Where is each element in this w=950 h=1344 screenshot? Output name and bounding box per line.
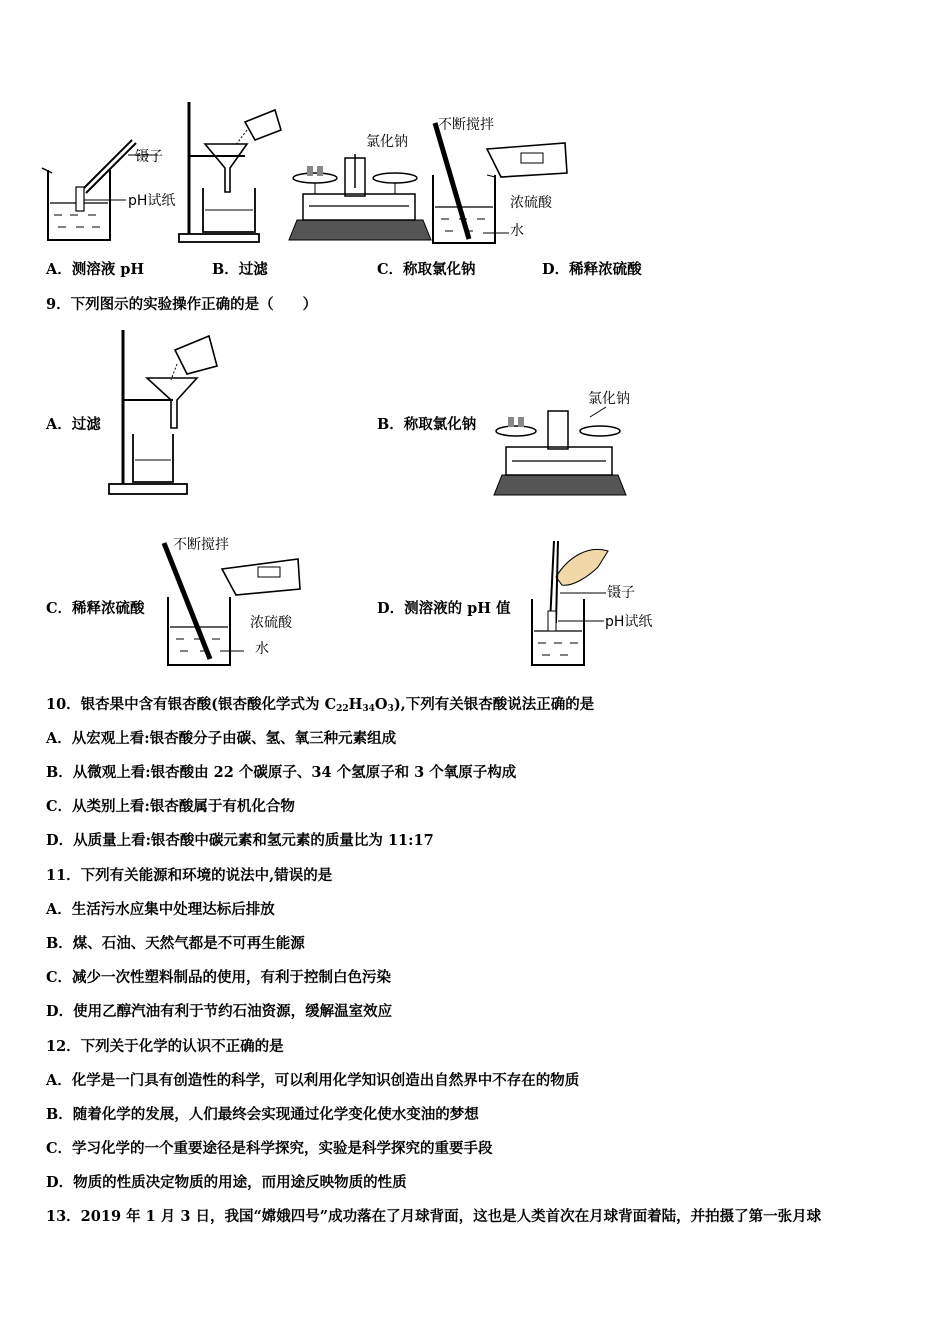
- q12-option-a: A．化学是一门具有创造性的科学，可以利用化学知识创造出自然界中不存在的物质: [46, 1072, 580, 1089]
- q12-option-c: C．学习化学的一个重要途径是科学探究，实验是科学探究的重要手段: [46, 1140, 493, 1157]
- q8-nacl-label: 氯化钠: [366, 134, 408, 150]
- filtration-figure: [175, 100, 290, 248]
- q11-option-d: D．使用乙醇汽油有利于节约石油资源，缓解温室效应: [46, 1003, 393, 1020]
- q9-acid-label: 浓硫酸: [250, 615, 292, 631]
- q8-ph-paper-label: pH试纸: [128, 193, 176, 209]
- q8-option-c: C．称取氯化钠: [377, 261, 476, 278]
- q10-option-c: C．从类别上看:银杏酸属于有机化合物: [46, 798, 295, 815]
- ph-test-figure: [40, 135, 140, 245]
- q8-water-label: 水: [510, 223, 524, 239]
- q13-stem: 13．2019 年 1 月 3 日，我国“嫦娥四号”成功落在了月球背面，这也是人类首次在月球背面着陆，并拍摄了第一张月球: [46, 1208, 822, 1225]
- q8-tweezers-label: 镊子: [135, 149, 163, 165]
- q9-option-b: B．称取氯化钠: [377, 416, 477, 433]
- q9-ph-test-figure: [528, 537, 648, 667]
- q9-stir-label: 不断搅拌: [173, 537, 229, 553]
- q9-ph-paper-label: pH试纸: [605, 614, 653, 630]
- q9-option-d: D．测溶液的 pH 值: [377, 600, 511, 617]
- q11-stem: 11．下列有关能源和环境的说法中,错误的是: [46, 867, 333, 884]
- q9-option-c: C．稀释浓硫酸: [46, 600, 145, 617]
- q9-filtration-figure: [105, 328, 225, 500]
- q8-option-a: A．测溶液 pH: [46, 261, 145, 278]
- q10-option-b: B．从微观上看:银杏酸由 22 个碳原子、34 个氢原子和 3 个氧原子构成: [46, 764, 517, 781]
- q9-balance-figure: [490, 403, 630, 499]
- q8-acid-label: 浓硫酸: [510, 195, 552, 211]
- q10-stem: 10．银杏果中含有银杏酸(银杏酸化学式为 $C_{22}H_{34}O_3$),下列有关银杏酸说法正确的是: [46, 696, 595, 714]
- q9-water-label: 水: [255, 641, 269, 657]
- q9-stem: 9．下列图示的实验操作正确的是（ ）: [46, 296, 318, 313]
- q10-option-a: A．从宏观上看:银杏酸分子由碳、氢、氧三种元素组成: [46, 730, 397, 747]
- q10-option-d: D．从质量上看:银杏酸中碳元素和氢元素的质量比为 11:17: [46, 832, 434, 849]
- q9-dilution-figure: [160, 537, 310, 669]
- q8-stir-label: 不断搅拌: [438, 117, 494, 133]
- q12-stem: 12．下列关于化学的认识不正确的是: [46, 1038, 284, 1055]
- balance-figure: [285, 148, 435, 244]
- q11-option-b: B．煤、石油、天然气都是不可再生能源: [46, 935, 305, 952]
- q12-option-b: B．随着化学的发展，人们最终会实现通过化学变化使水变油的梦想: [46, 1106, 479, 1123]
- q11-option-c: C．减少一次性塑料制品的使用，有利于控制白色污染: [46, 969, 392, 986]
- q9-nacl-label: 氯化钠: [588, 391, 630, 407]
- q8-option-b: B．过滤: [212, 261, 268, 278]
- q9-option-a: A．过滤: [46, 416, 101, 433]
- q9-tweezers-label: 镊子: [607, 585, 635, 601]
- q8-option-d: D．稀释浓硫酸: [542, 261, 642, 278]
- q11-option-a: A．生活污水应集中处理达标后排放: [46, 901, 275, 918]
- dilution-figure: [425, 115, 575, 247]
- q12-option-d: D．物质的性质决定物质的用途，而用途反映物质的性质: [46, 1174, 407, 1191]
